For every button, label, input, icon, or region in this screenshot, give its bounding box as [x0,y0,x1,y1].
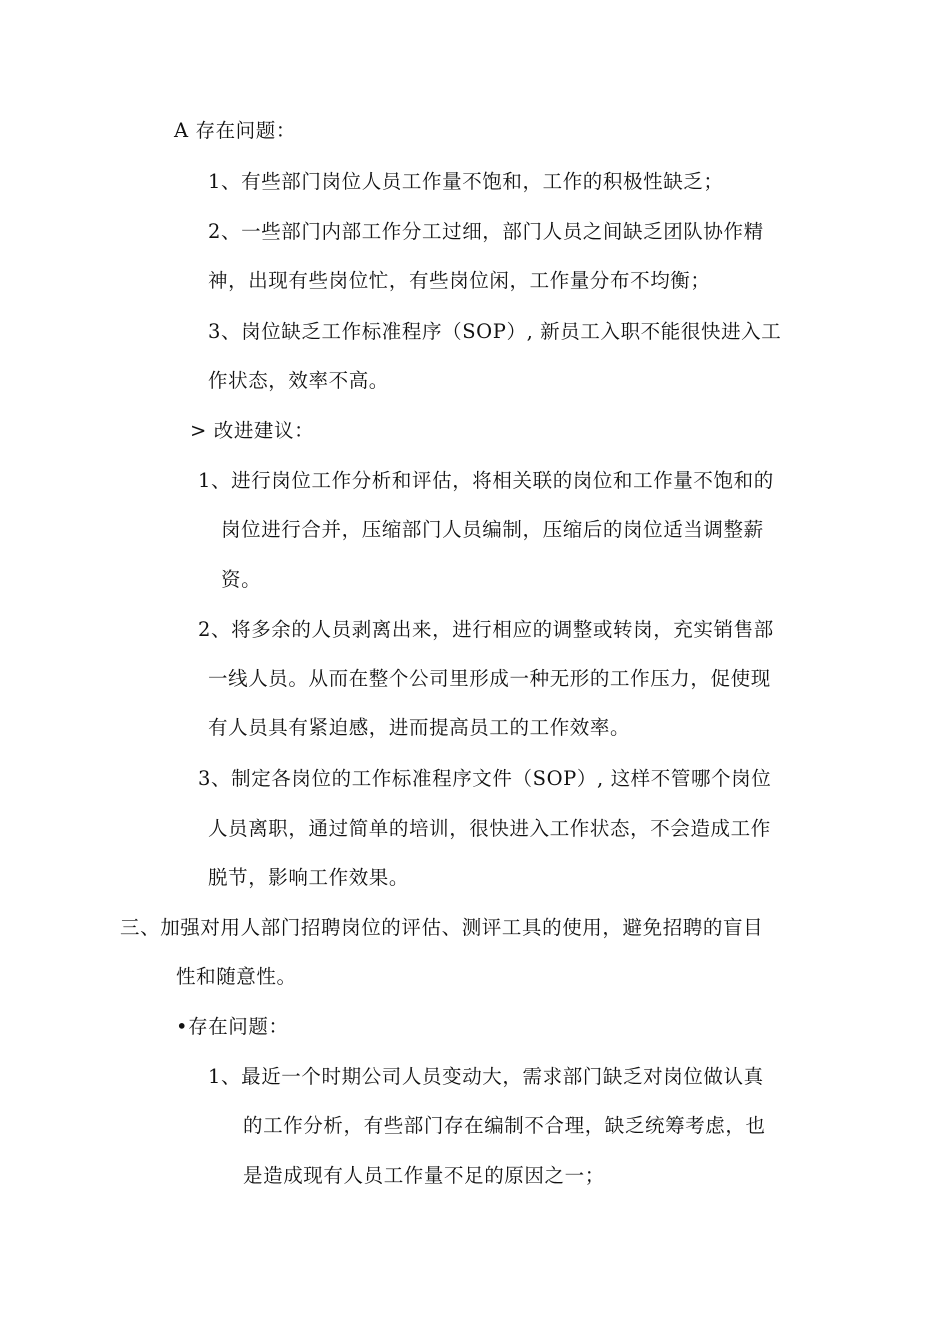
suggestion-item-3-line-3: 脱节，影响工作效果。 [208,866,410,889]
problem-item-2-line-2: 神，出现有些岗位忙，有些岗位闲，工作量分布不均衡； [208,269,711,292]
suggestion-item-3-line-1: 3、制定各岗位的工作标准程序文件（SOP）, 这样不管哪个岗位 [198,767,772,790]
section-three-problems-heading: •存在问题： [176,1015,289,1038]
suggestion-item-1-line-3: 资。 [221,568,262,591]
section-three-item-1-line-2: 的工作分析，有些部门存在编制不合理，缺乏统筹考虑，也 [243,1114,766,1137]
problem-item-3-line-2: 作状态，效率不高。 [208,369,389,392]
problem-item-3-line-1: 3、岗位缺乏工作标准程序（SOP）, 新员工入职不能很快进入工 [208,320,782,343]
section-three-heading-line-1: 三、加强对用人部门招聘岗位的评估、测评工具的使用，避免招聘的盲目 [120,916,764,939]
suggestion-item-2-line-3: 有人员具有紧迫感，进而提高员工的工作效率。 [208,716,631,739]
section-a-heading: A 存在问题： [174,119,296,142]
problem-item-1-line-1: 1、有些部门岗位人员工作量不饱和，工作的积极性缺乏； [208,170,724,193]
suggestion-item-1-line-2: 岗位进行合并，压缩部门人员编制，压缩后的岗位适当调整薪 [221,518,764,541]
suggestions-heading: > 改进建议： [190,419,315,442]
suggestion-item-2-line-2: 一线人员。从而在整个公司里形成一种无形的工作压力，促使现 [208,667,771,690]
section-three-item-1-line-1: 1、最近一个时期公司人员变动大，需求部门缺乏对岗位做认真 [208,1065,764,1088]
section-three-heading-line-2: 性和随意性。 [176,965,297,988]
suggestion-item-2-line-1: 2、将多余的人员剥离出来，进行相应的调整或转岗，充实销售部 [198,618,774,641]
suggestion-item-1-line-1: 1、进行岗位工作分析和评估，将相关联的岗位和工作量不饱和的 [198,469,774,492]
section-three-item-1-line-3: 是造成现有人员工作量不足的原因之一； [243,1164,605,1187]
problem-item-2-line-1: 2、一些部门内部工作分工过细，部门人员之间缺乏团队协作精 [208,220,764,243]
suggestion-item-3-line-2: 人员离职，通过简单的培训，很快进入工作状态，不会造成工作 [208,817,771,840]
